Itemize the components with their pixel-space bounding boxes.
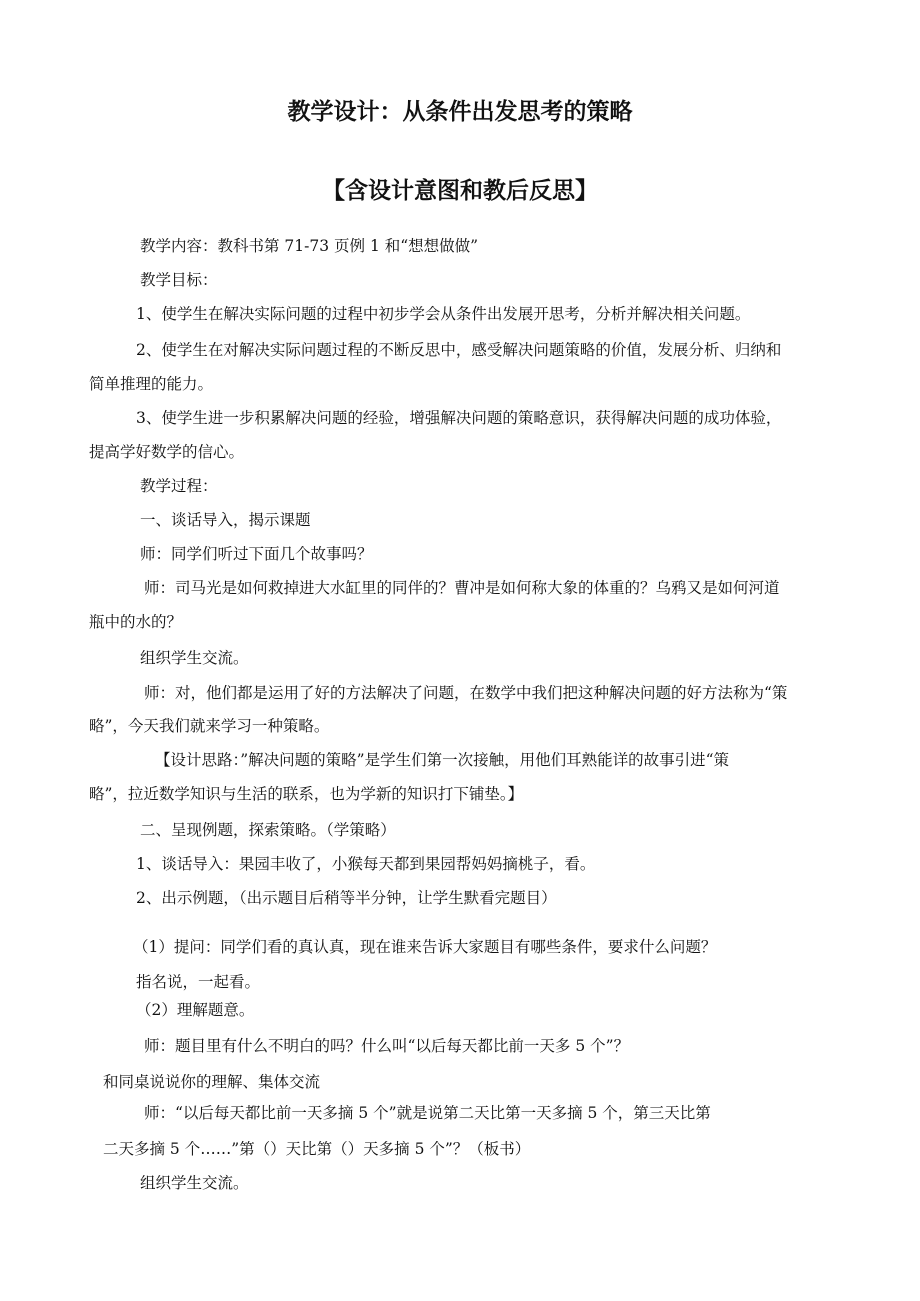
document-title: 教学设计：从条件出发思考的策略	[287, 99, 633, 125]
text-line: 师：题目里有什么不明白的吗？什么叫“以后每天都比前一天多 5 个”？	[144, 1037, 630, 1055]
text-line: 师：司马光是如何救掉进大水缸里的同伴的？曹冲是如何称大象的体重的？乌鸦又是如何河道	[144, 579, 780, 597]
document-subtitle: 【含设计意图和教后反思】	[322, 178, 598, 204]
text-line: 指名说，一起看。	[136, 973, 261, 991]
text-line: 组织学生交流。	[140, 649, 249, 667]
text-line: 组织学生交流。	[140, 1174, 249, 1192]
text-line: 略”，今天我们就来学习一种策略。	[89, 717, 330, 735]
text-line: （1）提问：同学们看的真认真，现在谁来告诉大家题目有哪些条件，要求什么问题？	[133, 938, 717, 956]
text-line: 和同桌说说你的理解、集体交流	[103, 1073, 321, 1091]
text-line: 师：对，他们都是运用了好的方法解决了问题，在数学中我们把这种解决问题的好方法称为“策	[144, 684, 788, 702]
text-line: 一、谈话导入，揭示课题	[140, 511, 311, 529]
text-line: 1、使学生在解决实际问题的过程中初步学会从条件出发展开思考，分析并解决相关问题。	[136, 305, 751, 323]
text-line: 2、出示例题，（出示题目后稍等半分钟，让学生默看完题目）	[136, 889, 557, 907]
text-line: 提高学好数学的信心。	[89, 443, 245, 461]
text-line: 师：同学们听过下面几个故事吗？	[140, 545, 373, 563]
text-line: 2、使学生在对解决实际问题过程的不断反思中，感受解决问题策略的价值，发展分析、归纳和	[136, 341, 782, 359]
text-line: 【设计思路：”解决问题的策略”是学生们第一次接触，用他们耳熟能详的故事引进“策	[155, 751, 730, 769]
text-line: 教学内容：教科书第 71-73 页例 1 和“想想做做”	[140, 237, 479, 255]
text-line: 教学过程：	[140, 477, 218, 495]
text-line: 教学目标：	[140, 271, 218, 289]
text-line: （2）理解题意。	[136, 1001, 255, 1019]
text-line: 1、谈话导入：果园丰收了，小猴每天都到果园帮妈妈摘桃子，看。	[136, 855, 596, 873]
text-line: 3、使学生进一步积累解决问题的经验，增强解决问题的策略意识，获得解决问题的成功体验，	[136, 409, 782, 427]
text-line: 简单推理的能力。	[89, 375, 214, 393]
text-line: 二天多摘 5 个……”第（）天比第（）天多摘 5 个”？（板书）	[103, 1140, 531, 1158]
text-line: 略”，拉近数学知识与生活的联系，也为学新的知识打下铺垫。】	[89, 785, 524, 803]
text-line: 师：“以后每天都比前一天多摘 5 个”就是说第二天比第一天多摘 5 个，第三天比第	[144, 1104, 711, 1122]
text-line: 二、呈现例题，探索策略。（学策略）	[140, 821, 396, 839]
text-line: 瓶中的水的？	[89, 613, 183, 631]
